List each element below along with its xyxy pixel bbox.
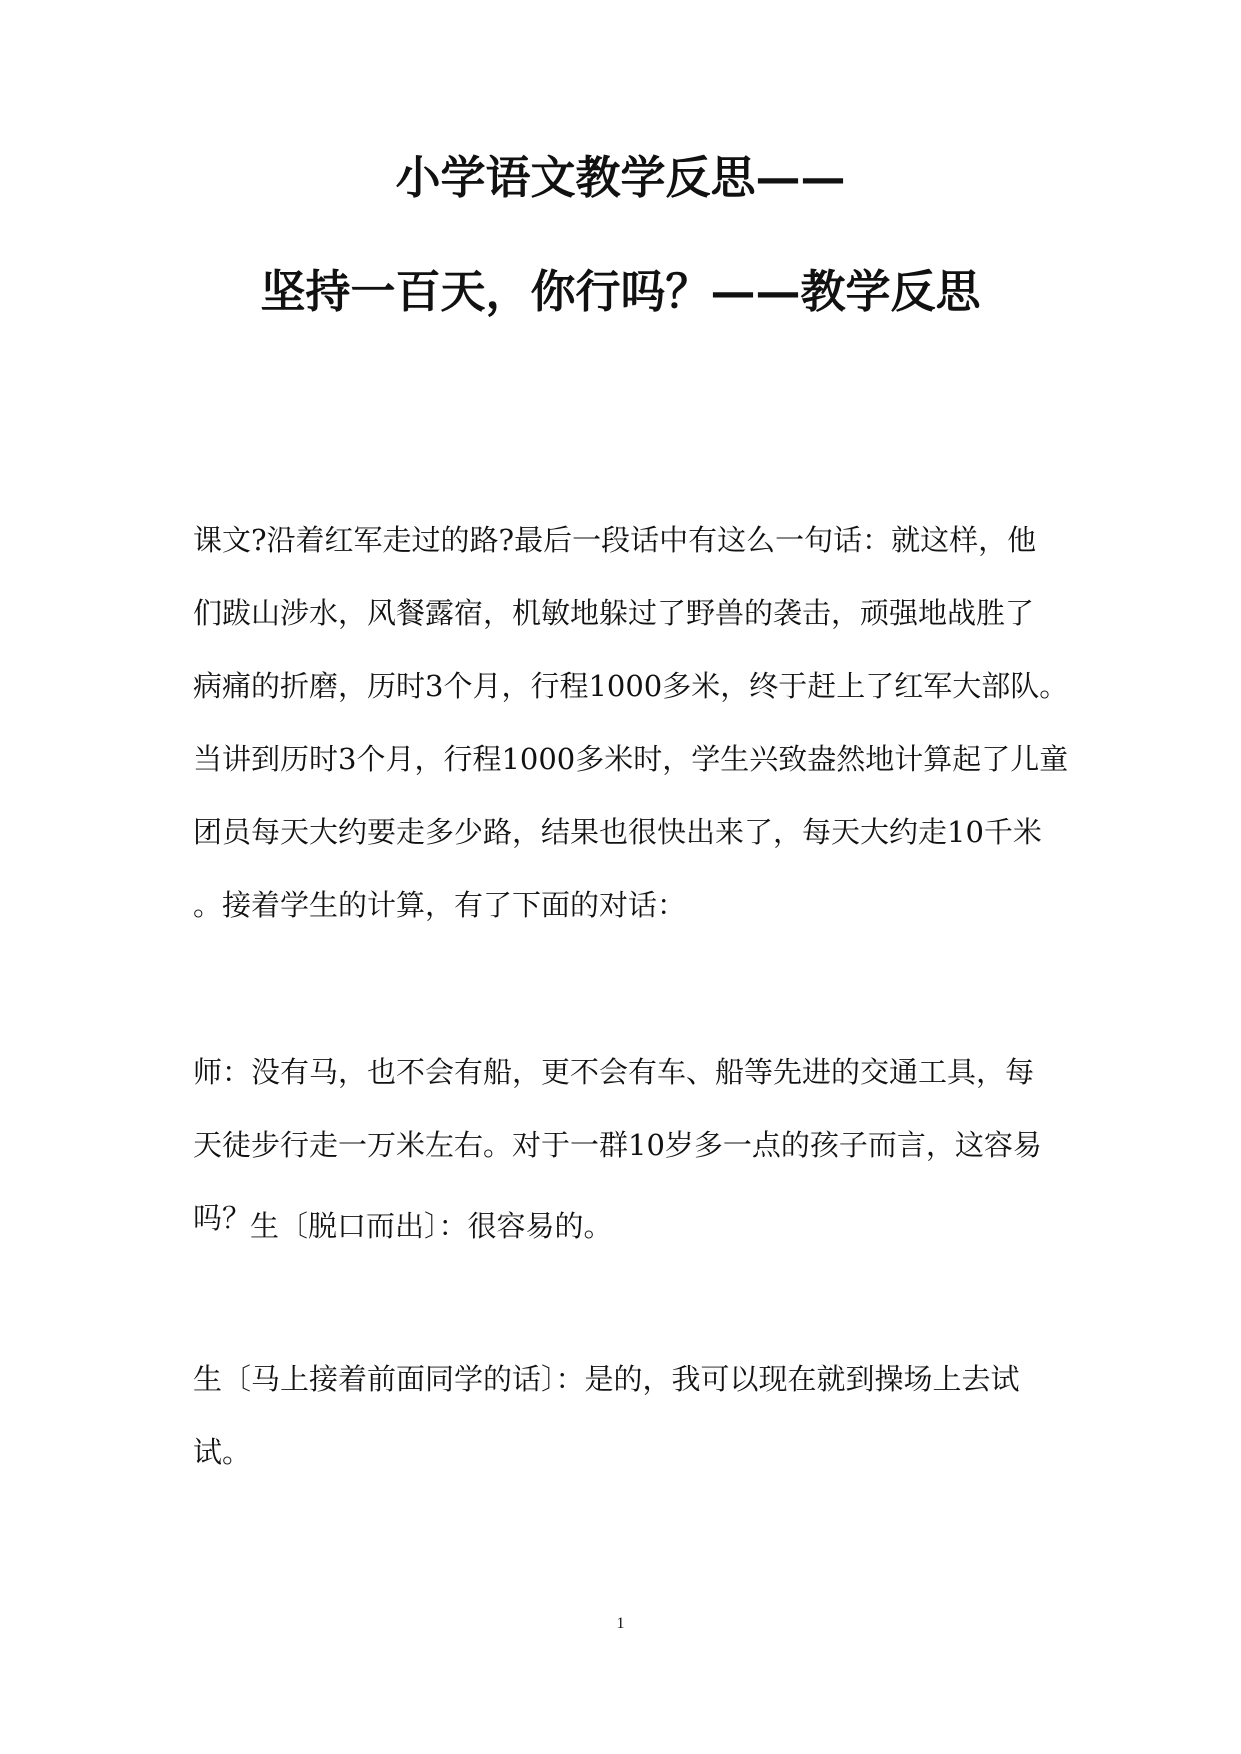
paragraph-line: 天徒步行走一万米左右。对于一群10岁多一点的孩子而言，这容易 [193,1128,1042,1162]
paragraph-line: 生〔马上接着前面同学的话〕：是的，我可以现在就到操场上去试 [193,1362,1020,1396]
paragraph-4 [193,1343,1073,1489]
paragraph-line: 当讲到历时3个月，行程1000多米时，学生兴致盎然地计算起了儿童 [193,742,1069,776]
paragraph-line: 团员每天大约要走多少路，结果也很快出来了，每天大约走10千米 [193,815,1042,849]
paragraph-line: 课文?沿着红军走过的路?最后一段话中有这么一句话：就这样，他 [193,523,1037,557]
paragraph-line: 。接着学生的计算，有了下面的对话： [193,888,687,922]
page-number: 1 [616,1615,625,1632]
paragraph-line: 试。 [193,1435,252,1469]
paragraph-line: 病痛的折磨，历时3个月，行程1000多米，终于赶上了红军大部队。 [193,669,1069,703]
paragraph-line: 吗？ [193,1201,252,1235]
paragraph-line: 生〔脱口而出〕：很容易的。 [250,1209,613,1243]
paragraph-3 [250,1190,1130,1263]
document-title-line-2: 坚持一百天，你行吗？——教学反思 [260,265,981,318]
paragraph-1 [193,504,1073,942]
document-title-line-1: 小学语文教学反思—— [395,151,846,204]
paragraph-line: 们跋山涉水，风餐露宿，机敏地躲过了野兽的袭击，顽强地战胜了 [193,596,1035,630]
paragraph-line: 师：没有马，也不会有船，更不会有车、船等先进的交通工具，每 [193,1055,1035,1089]
